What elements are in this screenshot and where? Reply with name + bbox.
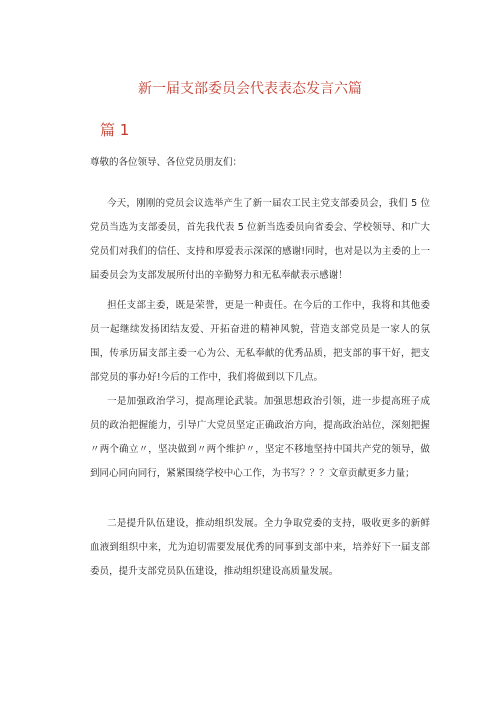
paragraph-4: 二是提升队伍建设，推动组织发展。全力争取党委的支持，吸收更多的新鲜血液到组织中来，尤为迫切需要发展优秀的同事到支部中来，培养好下一届支部委员，提升支部党员队伍建设，推动组织建设高质量发展。 [90,518,430,577]
greeting-line: 尊敬的各位领导、各位党员朋友们： [90,157,243,168]
paragraph-2: 担任支部主委，既是荣誉，更是一种责任。在今后的工作中，我将和其他委员一起继续发扬团结友爱、开拓奋进的精神风貌，营造支部党员是一家人的氛围，传承历届支部主委一心为公、无私奉献的优秀品质，把支部的事干好，把支部党员的事办好!今后的工作中，我们将做到以下几点。 [90,300,430,383]
document-title: 新一届支部委员会代表表态发言六篇 [138,81,362,97]
paragraph-1: 今天，刚刚的党员会议选举产生了新一届农工民主党支部委员会，我们 5 位党员当选为支部委员，首先我代表 5 位新当选委员向省委会、学校领导、和广大党员们对我们的信任、支持和厚爱表示深深的感谢!同时，也对是以为主委的上一届委员会为支部发展所付出的辛勤努力和无私奉献表示感谢！ [90,198,430,281]
paragraph-3: 一是加强政治学习，提高理论武装。加强思想政治引领，进一步提高班子成员的政治把握能力，引导广大党员坚定正确政治方向，提高政治站位，深刻把握〃两个确立〃，坚决做到〃两个维护〃，坚定不移地坚持中国共产党的领导，做到同心同向同行，紧紧围绕学校中心工作，为书写？？？文章贡献更多力量； [90,396,430,479]
section-heading: 篇 1 [100,121,130,139]
